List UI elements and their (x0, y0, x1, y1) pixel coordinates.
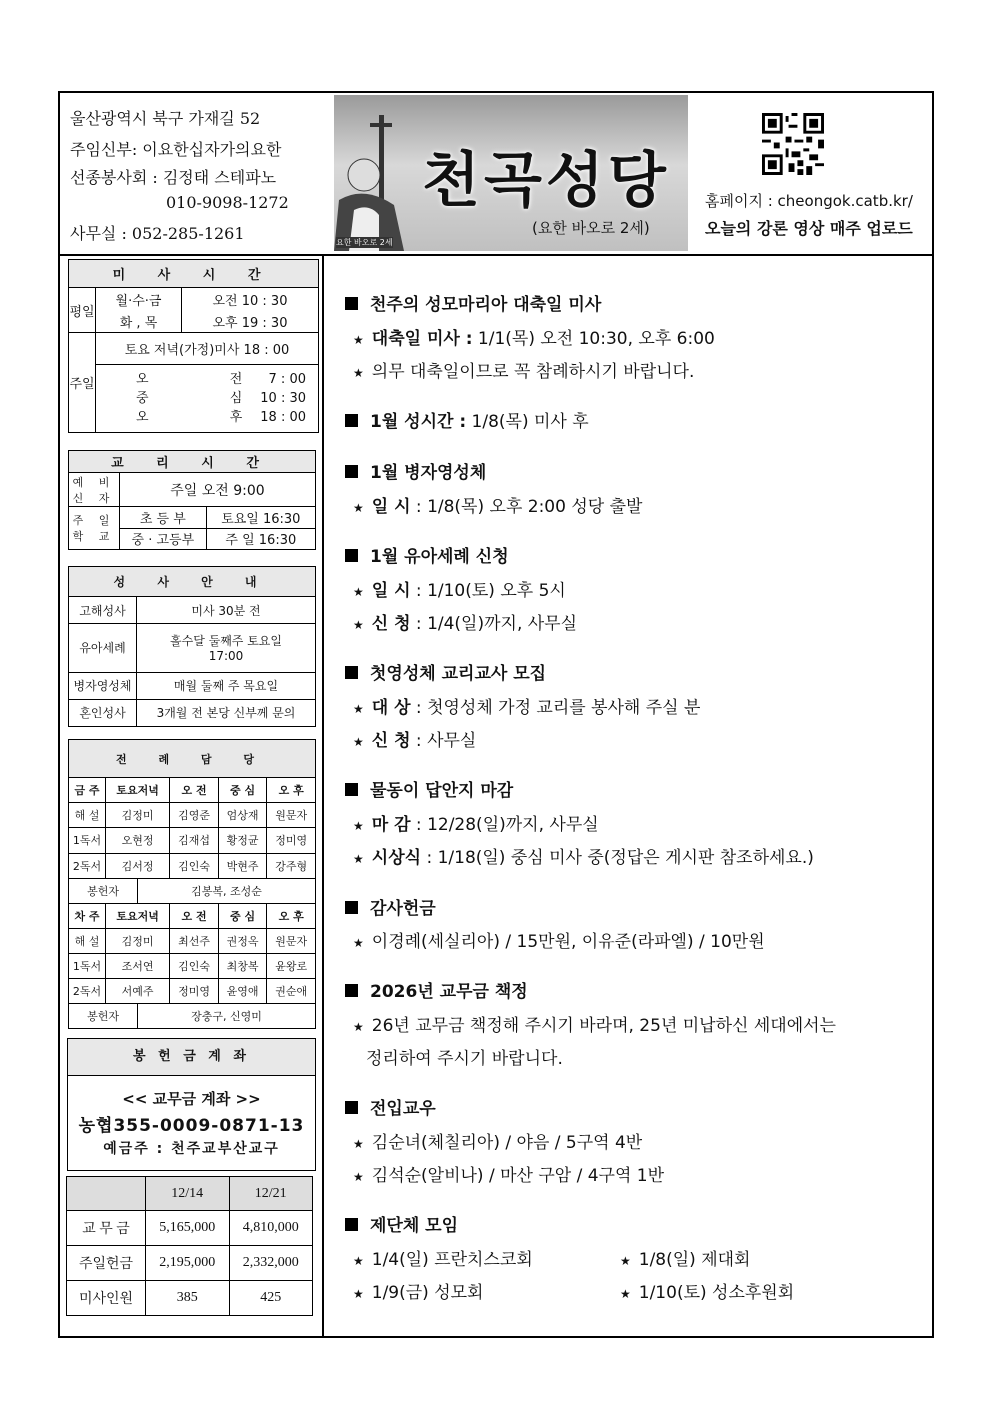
notice-heading: 1월 병자영성체 (345, 458, 486, 483)
liturgy-cell: 해 설 (69, 928, 106, 953)
liturgy-cell: 최선주 (170, 928, 219, 953)
liturgy-cell: 서예주 (106, 978, 170, 1003)
notice-heading: 1월 유아세례 신청 (345, 542, 509, 567)
account-number: 농협355-0009-0871-13 (78, 1116, 305, 1136)
notice-item: ★ 신 청 : 사무실 (353, 731, 477, 751)
liturgy-header-row (69, 903, 316, 928)
offering-account-box (67, 1038, 316, 1171)
sacrament-title: 성 사 안 내 (69, 567, 316, 597)
liturgy-cell: 정미영 (267, 828, 316, 853)
star-icon: ★ (620, 1254, 631, 1268)
liturgy-cell: 2독서 (69, 978, 106, 1003)
weekday-days: 화 , 목 (96, 310, 182, 333)
star-icon: ★ (353, 819, 364, 833)
church-banner (334, 95, 688, 251)
column-divider (322, 255, 324, 1336)
image-caption: 요한 바오로 2세 (336, 238, 393, 247)
patron: (요한 바오로 2세) (532, 219, 650, 237)
sacrament-name: 병자영성체 (69, 672, 137, 699)
council-phone: 010-9098-1272 (166, 193, 289, 212)
liturgy-cell: 해 설 (69, 803, 106, 828)
liturgy-cell: 김정미 (106, 928, 170, 953)
star-icon: ★ (353, 735, 364, 749)
notice-item: ★ 김석순(알비나) / 마산 구암 / 4구역 1반 (353, 1166, 665, 1186)
notice-heading: 물동이 답안지 마감 (345, 776, 513, 801)
weekday-time: 오후 19 : 30 (182, 310, 319, 333)
finance-value: 5,165,000 (146, 1211, 230, 1246)
finance-label: 교 무 금 (67, 1211, 146, 1246)
liturgy-column-header: 금 주 (69, 778, 106, 803)
meeting-item: ★ 1/10(토) 성소후원회 (620, 1283, 795, 1303)
notice-heading: 2026년 교무금 책정 (345, 977, 528, 1002)
liturgy-cell: 1독서 (69, 828, 106, 853)
liturgy-cell: 조서연 (106, 953, 170, 978)
notice-item: ★ 대 상 : 첫영성체 가정 교리를 봉사해 주실 분 (353, 698, 701, 718)
liturgy-column-header: 중 심 (218, 778, 267, 803)
liturgy-cell: 권정옥 (218, 928, 267, 953)
liturgy-row (69, 853, 316, 878)
star-icon: ★ (353, 1254, 364, 1268)
school-time: 주 일 16:30 (206, 528, 315, 550)
catechism-table (68, 450, 316, 550)
square-bullet-icon (345, 297, 358, 310)
pope-illustration-icon (334, 115, 424, 251)
liturgy-column-header: 차 주 (69, 903, 106, 928)
liturgy-cell: 오현정 (106, 828, 170, 853)
sacrament-info: 3개월 전 본당 신부께 문의 (137, 699, 316, 726)
meeting-item: ★ 1/4(일) 프란치스코회 (353, 1250, 533, 1270)
liturgy-row (69, 928, 316, 953)
liturgy-title: 전 례 담 당 (69, 740, 316, 778)
liturgy-cell: 정미영 (170, 978, 219, 1003)
sunday-mass-row: 중 심 10 : 30 (136, 391, 306, 407)
liturgy-cell: 윤영애 (218, 978, 267, 1003)
star-icon: ★ (353, 333, 364, 347)
notice-item: ★ 마 감 : 12/28(일)까지, 사무실 (353, 815, 599, 835)
finance-value: 2,332,000 (229, 1246, 313, 1281)
liturgy-cell: 권순애 (267, 978, 316, 1003)
notice-heading: 천주의 성모마리아 대축일 미사 (345, 290, 601, 315)
meeting-item: ★ 1/8(일) 제대회 (620, 1250, 751, 1270)
finance-value: 385 (146, 1281, 230, 1316)
liturgy-offering-row (69, 878, 316, 903)
star-icon: ★ (353, 585, 364, 599)
notice-item: ★ 이경례(세실리아) / 15만원, 이유준(라파엘) / 10만원 (353, 932, 765, 952)
sacrament-info: 미사 30분 전 (137, 597, 316, 624)
notice-item: ★ 26년 교무금 책정해 주시기 바라며, 25년 미납하신 세대에서는 (353, 1016, 836, 1036)
sacrament-name: 고해성사 (69, 597, 137, 624)
liturgy-column-header: 오 후 (267, 903, 316, 928)
qr-code-icon[interactable] (762, 113, 824, 175)
notice-item: ★ 신 청 : 1/4(일)까지, 사무실 (353, 614, 578, 634)
notice-item: ★ 일 시 : 1/8(목) 오후 2:00 성당 출발 (353, 497, 643, 517)
square-bullet-icon (345, 414, 358, 427)
liturgy-column-header: 토요저녁 (106, 778, 170, 803)
sacrament-table (68, 566, 316, 727)
liturgy-header-row (69, 778, 316, 803)
mass-times-table (68, 259, 319, 433)
finance-value: 425 (229, 1281, 313, 1316)
finance-value: 2,195,000 (146, 1246, 230, 1281)
liturgy-cell: 원문자 (267, 928, 316, 953)
liturgy-column-header: 오 전 (170, 903, 219, 928)
notice-heading: 제단체 모임 (345, 1211, 458, 1236)
square-bullet-icon (345, 1218, 358, 1231)
offering-names: 김봉복, 조성순 (138, 878, 316, 903)
liturgy-cell: 강주형 (267, 853, 316, 878)
notice-item-continuation: 정리하여 주시기 바랍니다. (366, 1049, 563, 1069)
star-icon: ★ (353, 936, 364, 950)
sunday-school-label: 주 일 학 교 (69, 507, 120, 550)
header-divider (58, 254, 934, 256)
saturday-mass: 토요 저녁(가정)미사 18 : 00 (96, 333, 319, 365)
church-name: 천곡성당 (422, 146, 670, 216)
liturgy-cell: 김인숙 (170, 953, 219, 978)
square-bullet-icon (345, 465, 358, 478)
offering-label: 봉헌자 (69, 1003, 138, 1028)
square-bullet-icon (345, 666, 358, 679)
council: 선종봉사회 : 김정태 스테파노 (70, 168, 277, 187)
liturgy-cell: 박현주 (218, 853, 267, 878)
account-heading: << 교무금 계좌 >> (122, 1090, 261, 1108)
square-bullet-icon (345, 783, 358, 796)
weekday-days: 월·수·금 (96, 288, 182, 311)
star-icon: ★ (353, 852, 364, 866)
star-icon: ★ (353, 1137, 364, 1151)
liturgy-cell: 2독서 (69, 853, 106, 878)
liturgy-cell: 김재섭 (170, 828, 219, 853)
liturgy-cell: 황정균 (218, 828, 267, 853)
square-bullet-icon (345, 549, 358, 562)
liturgy-offering-row (69, 1003, 316, 1028)
sunday-mass-row: 오 후 18 : 00 (136, 410, 306, 426)
offering-label: 봉헌자 (69, 878, 138, 903)
liturgy-row (69, 978, 316, 1003)
account-title: 봉 헌 금 계 좌 (68, 1039, 315, 1076)
liturgy-cell: 원문자 (267, 803, 316, 828)
meeting-item: ★ 1/9(금) 성모회 (353, 1283, 484, 1303)
sacrament-name: 혼인성사 (69, 699, 137, 726)
sunday-mass-row: 오 전 7 : 00 (136, 372, 306, 388)
liturgy-table (68, 739, 316, 1029)
notice-item: ★ 대축일 미사 : 1/1(목) 오전 10:30, 오후 6:00 (353, 329, 715, 349)
finance-date: 12/14 (146, 1177, 230, 1211)
square-bullet-icon (345, 1101, 358, 1114)
sunday-label: 주일 (69, 333, 96, 433)
liturgy-row (69, 828, 316, 853)
liturgy-column-header: 토요저녁 (106, 903, 170, 928)
pre-catechumen-label: 예 비 신 자 (69, 473, 120, 507)
school-time: 토요일 16:30 (206, 507, 315, 529)
liturgy-row (69, 953, 316, 978)
liturgy-cell: 엄상재 (218, 803, 267, 828)
offering-names: 장충구, 신영미 (138, 1003, 316, 1028)
sacrament-name: 유아세례 (69, 624, 137, 672)
liturgy-cell: 윤왕로 (267, 953, 316, 978)
finance-date: 12/21 (229, 1177, 313, 1211)
liturgy-cell: 1독서 (69, 953, 106, 978)
notice-heading: 첫영성체 교리교사 모집 (345, 659, 546, 684)
liturgy-cell: 최창복 (218, 953, 267, 978)
school-dept: 중 · 고등부 (120, 528, 207, 550)
notice-heading: 전입교우 (345, 1094, 436, 1119)
notice-item: ★ 시상식 : 1/18(일) 중심 미사 중(정답은 게시판 참조하세요.) (353, 848, 814, 868)
notice-item: ★ 김순녀(체칠리아) / 야음 / 5구역 4반 (353, 1133, 643, 1153)
notice-item: ★ 의무 대축일이므로 꼭 참례하시기 바랍니다. (353, 362, 695, 382)
star-icon: ★ (353, 702, 364, 716)
homepage-link[interactable]: 홈페이지 : cheongok.catb.kr/ (705, 192, 913, 210)
liturgy-row (69, 803, 316, 828)
liturgy-cell: 김영준 (170, 803, 219, 828)
pastor: 주임신부: 이요한십자가의요한 (70, 140, 282, 159)
upload-note: 오늘의 강론 영상 매주 업로드 (705, 219, 913, 238)
finance-value: 4,810,000 (229, 1211, 313, 1246)
finance-label: 주일헌금 (67, 1246, 146, 1281)
liturgy-column-header: 오 후 (267, 778, 316, 803)
star-icon: ★ (353, 501, 364, 515)
sacrament-info: 매월 둘째 주 목요일 (137, 672, 316, 699)
liturgy-cell: 김정미 (106, 803, 170, 828)
finance-table (66, 1176, 313, 1316)
notice-item: ★ 일 시 : 1/10(토) 오후 5시 (353, 581, 566, 601)
finance-label: 미사인원 (67, 1281, 146, 1316)
office-phone: 사무실 : 052-285-1261 (70, 224, 245, 243)
square-bullet-icon (345, 984, 358, 997)
star-icon: ★ (353, 1020, 364, 1034)
account-holder: 예금주 : 천주교부산교구 (103, 1141, 280, 1157)
liturgy-cell: 김인숙 (170, 853, 219, 878)
catechism-title: 교 리 시 간 (69, 451, 316, 473)
star-icon: ★ (353, 1170, 364, 1184)
mass-times-title: 미 사 시 간 (69, 260, 319, 288)
star-icon: ★ (353, 1287, 364, 1301)
notice-heading: 감사헌금 (345, 894, 436, 919)
star-icon: ★ (353, 618, 364, 632)
notice-heading: 1월 성시간 : 1/8(목) 미사 후 (345, 407, 589, 432)
weekday-label: 평일 (69, 288, 96, 333)
square-bullet-icon (345, 901, 358, 914)
star-icon: ★ (353, 366, 364, 380)
liturgy-column-header: 오 전 (170, 778, 219, 803)
address: 울산광역시 북구 가재길 52 (70, 109, 261, 128)
liturgy-cell: 김서정 (106, 853, 170, 878)
sacrament-info: 홀수달 둘째주 토요일 17:00 (137, 624, 316, 672)
liturgy-column-header: 중 심 (218, 903, 267, 928)
star-icon: ★ (620, 1287, 631, 1301)
weekday-time: 오전 10 : 30 (182, 288, 319, 311)
pre-catechumen-time: 주일 오전 9:00 (120, 473, 316, 507)
school-dept: 초 등 부 (120, 507, 207, 529)
